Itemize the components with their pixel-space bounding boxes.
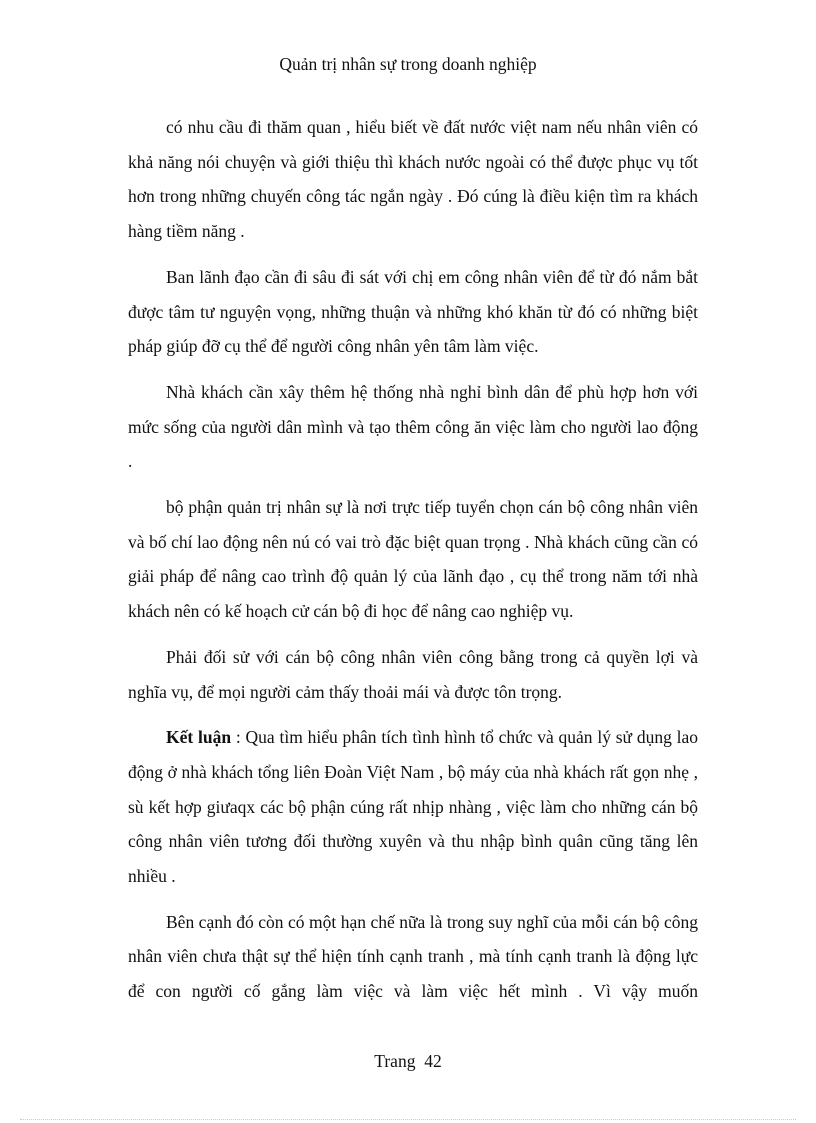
conclusion-text: : Qua tìm hiểu phân tích tình hình tổ chức và quản lý sử dụng lao động ở nhà khách tổng liên Đoàn Việt Nam , bộ máy của nhà khách rất gọn nhẹ , sù kết hợp giưaqx các bộ phận cúng rất nhịp nhàng , việc làm cho những cán bộ công nhân viên tương đối thường xuyên và thu nhập bình quân cũng tăng lên nhiều . xyxy=(128,727,698,887)
paragraph-3: Nhà khách cần xây thêm hệ thống nhà nghỉ bình dân để phù hợp hơn với mức sống của người dân mình và tạo thêm công ăn việc làm cho người lao động . xyxy=(128,381,698,472)
page-footer xyxy=(0,1049,816,1073)
paragraph-conclusion xyxy=(128,720,698,894)
paragraph-1: có nhu cầu đi thăm quan , hiểu biết về đất nước việt nam nếu nhân viên có khả năng nói chuyện và giới thiệu thì khách nước ngoài có thể được phục vụ tốt hơn trong những chuyến công tác ngắn ngày . Đó cúng là điều kiện tìm ra khách hàng tiềm năng . xyxy=(128,117,698,242)
paragraph-2: Ban lãnh đạo cần đi sâu đi sát với chị em công nhân viên để từ đó nắm bắt được tâm tư nguyện vọng, những thuận và những khó khăn từ đó có những biệt pháp giúp đỡ cụ thể để người công nhân yên tâm làm việc. xyxy=(128,266,698,357)
page-header xyxy=(0,52,816,76)
bottom-dotted-border xyxy=(20,1119,796,1120)
conclusion-label: Kết luận xyxy=(166,727,232,748)
paragraph-5: Phải đối sử với cán bộ công nhân viên công bằng trong cả quyền lợi và nghĩa vụ, để mọi người cảm thấy thoải mái và được tôn trọng. xyxy=(128,646,698,702)
paragraph-7: Bên cạnh đó còn có một hạn chế nữa là trong suy nghĩ của mỗi cán bộ công nhân viên chưa thật sự thể hiện tính cạnh tranh , mà tính cạnh tranh là động lực để con người cố gắng làm việc và làm việc hết mình . Vì vậy muốn xyxy=(128,911,698,1002)
document-body xyxy=(128,110,698,1020)
page-number: Trang 42 xyxy=(374,1051,442,1071)
header-title: Quản trị nhân sự trong doanh nghiệp xyxy=(279,54,537,74)
paragraph-4: bộ phận quản trị nhân sự là nơi trực tiếp tuyển chọn cán bộ công nhân viên và bố chí lao động nên nú có vai trò đặc biệt quan trọng . Nhà khách cũng cần có giải pháp để nâng cao trình độ quản lý của lãnh đạo , cụ thể trong năm tới nhà khách nên có kế hoạch cử cán bộ đi học để nâng cao nghiệp vụ. xyxy=(128,497,698,622)
